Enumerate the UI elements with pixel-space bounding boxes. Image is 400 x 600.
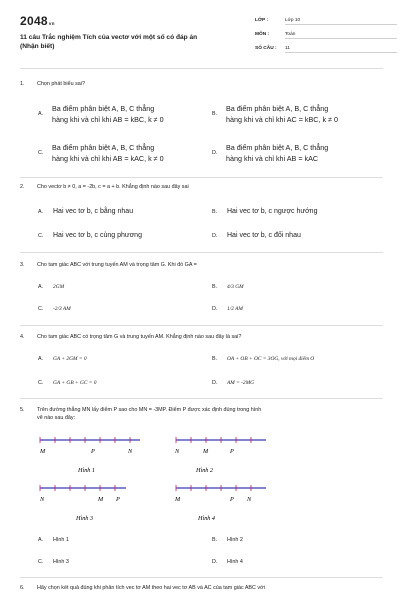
q2-option-d[interactable] <box>212 232 301 239</box>
point-label: P <box>116 496 120 503</box>
q3-option-c[interactable] <box>38 306 71 312</box>
option-line-2: hàng khi và chỉ khi AB = kAC, k ≠ 0 <box>52 154 164 163</box>
title-line-2: (Nhận biết) <box>20 43 55 50</box>
q3-option-d[interactable] <box>212 306 243 312</box>
question-text: Cho vectơ b ≠ 0, a = -2b, c = a + b. Khẳng định nào sau đây sai <box>37 184 189 190</box>
option-letter: D. <box>212 306 218 312</box>
option-text: AM = -2MG <box>227 380 254 386</box>
point-label: M <box>40 448 46 455</box>
point-label: M <box>175 496 181 503</box>
point-label: N <box>128 448 133 455</box>
question-4 <box>20 334 241 340</box>
option-letter: D. <box>212 559 218 565</box>
option-letter: B. <box>212 537 218 543</box>
q1-option-a[interactable] <box>38 103 208 127</box>
option-letter: D. <box>212 380 218 386</box>
option-letter: A. <box>38 111 44 117</box>
meta-count <box>255 46 290 51</box>
question-2 <box>20 184 189 190</box>
q4-option-a[interactable] <box>38 356 87 362</box>
q3-option-b[interactable] <box>212 284 244 290</box>
meta-subject <box>255 32 296 37</box>
figure-caption: Hình 3 <box>76 515 94 522</box>
point-label: N <box>247 496 252 503</box>
q2-option-c[interactable] <box>38 232 142 239</box>
title-line-1: 11 câu Trắc nghiệm Tích của vectơ với một số có đáp án <box>20 34 198 41</box>
option-letter: B. <box>212 284 218 290</box>
logo-text: 2048 <box>20 14 48 28</box>
option-letter: C. <box>38 233 44 239</box>
page-title <box>20 33 225 51</box>
option-text: 1/2 AM <box>227 306 243 312</box>
option-letter: D. <box>212 150 218 156</box>
option-letter: C. <box>38 150 44 156</box>
separator <box>20 68 383 69</box>
option-text: 4/3 GM <box>227 284 244 290</box>
option-letter: D. <box>212 233 218 239</box>
option-line-1: Ba điểm phân biệt A, B, C thẳng <box>52 143 155 152</box>
point-label: N <box>175 448 180 455</box>
option-text: -2/3 AM <box>53 306 71 312</box>
separator <box>20 252 383 253</box>
figure-hinh-2 <box>172 436 268 476</box>
q1-option-b[interactable] <box>212 103 382 127</box>
option-line-1: Ba điểm phân biệt A, B, C thẳng <box>226 104 329 113</box>
meta-class <box>255 18 301 23</box>
question-number: 1. <box>20 81 25 87</box>
question-number: 2. <box>20 184 25 190</box>
option-text: GA + 2GM = 0 <box>53 356 87 362</box>
option-text: Hai vec tơ b, c đối nhau <box>227 232 301 239</box>
option-line-2: hàng khi và chỉ khi AC = kBC, k ≠ 0 <box>226 115 339 124</box>
figure-hinh-4 <box>172 484 268 524</box>
meta-class-label: LỚP : <box>255 18 269 23</box>
meta-count-value: 11 <box>285 46 397 53</box>
q4-option-d[interactable] <box>212 380 254 386</box>
option-text <box>226 103 338 125</box>
figure-caption: Hình 4 <box>198 515 216 522</box>
point-label: P <box>91 448 95 455</box>
option-letter: A. <box>38 356 44 362</box>
meta-count-label: SỐ CÂU : <box>255 46 277 51</box>
option-text: Hình 2 <box>227 537 243 543</box>
option-text: Hai vec tơ b, c cùng phương <box>53 232 142 239</box>
point-label: P <box>230 496 234 503</box>
point-label: M <box>98 496 104 503</box>
q1-option-d[interactable] <box>212 142 382 166</box>
question-text: Hãy chọn kết quả đúng khi phân tích vec tơ AM theo hai vec tơ AB và AC của tam giác ABC với <box>37 585 265 591</box>
option-text: OA + OB + OC = 3OG, với mọi điểm O <box>227 356 315 362</box>
question-1 <box>20 81 85 87</box>
question-number: 6. <box>20 585 25 591</box>
option-letter: A. <box>38 284 44 290</box>
option-text: Hình 1 <box>53 537 69 543</box>
option-letter: B. <box>212 209 218 215</box>
question-text: Cho tam giác ABC với trung tuyến AM và trọng tâm G. Khi đó GA = <box>37 262 197 268</box>
option-letter: B. <box>212 111 218 117</box>
option-line-1: Ba điểm phân biệt A, B, C thẳng <box>52 104 155 113</box>
option-text: Hình 4 <box>227 559 243 565</box>
option-text: 2GM <box>53 284 65 290</box>
question-6 <box>20 585 392 591</box>
figure-caption: Hình 2 <box>196 467 214 474</box>
option-text <box>52 142 164 164</box>
q1-option-c[interactable] <box>38 142 208 166</box>
separator <box>20 577 383 578</box>
meta-subject-value: Toán <box>285 32 397 39</box>
option-text: GA + GB + GC = 0 <box>53 380 97 386</box>
figure-hinh-3 <box>38 484 130 524</box>
option-text: Hình 3 <box>53 559 69 565</box>
option-letter: C. <box>38 380 44 386</box>
q4-option-b[interactable] <box>212 356 314 362</box>
option-text: Hai vec tơ b, c bằng nhau <box>53 208 134 215</box>
question-text: Trên đường thẳng MN lấy điểm P sao cho MN = -3MP. Điểm P được xác định đúng trong hình <box>37 407 262 413</box>
question-text: Chọn phát biểu sai? <box>37 81 85 87</box>
q5-option-c[interactable] <box>38 559 69 565</box>
q3-option-a[interactable] <box>38 284 64 290</box>
point-label: P <box>230 448 234 455</box>
meta-class-value: Lớp 10 <box>285 18 397 25</box>
logo-suffix: vn <box>48 21 55 26</box>
q2-option-a[interactable] <box>38 208 133 215</box>
option-letter: C. <box>38 306 44 312</box>
option-letter: A. <box>38 209 44 215</box>
figure-caption: Hình 1 <box>78 467 96 474</box>
option-line-2: hàng khi và chỉ khi AB = kAC <box>226 154 319 163</box>
q4-option-c[interactable] <box>38 380 96 386</box>
q5-option-b[interactable] <box>212 537 243 543</box>
option-letter: B. <box>212 356 218 362</box>
question-text-cont: vẽ nào sau đây: <box>37 415 76 421</box>
option-line-1: Ba điểm phân biệt A, B, C thẳng <box>226 143 329 152</box>
figure-hinh-1 <box>36 436 146 476</box>
q2-option-b[interactable] <box>212 208 317 215</box>
option-line-2: hàng khi và chỉ khi AB = kBC, k ≠ 0 <box>52 115 164 124</box>
separator <box>20 177 383 178</box>
separator <box>20 325 383 326</box>
question-5 <box>20 407 380 421</box>
q5-option-d[interactable] <box>212 559 243 565</box>
separator <box>20 398 383 399</box>
question-number: 4. <box>20 334 25 340</box>
question-number: 5. <box>20 407 25 413</box>
option-text: Hai vec tơ b, c ngược hướng <box>227 208 318 215</box>
point-label: N <box>40 496 45 503</box>
option-text <box>52 103 164 125</box>
option-text <box>226 142 328 164</box>
option-letter: A. <box>38 537 44 543</box>
question-text: Cho tam giác ABC có trọng tâm G và trung tuyến AM. Khẳng định nào sau đây là sai? <box>37 334 242 340</box>
site-logo[interactable] <box>20 14 55 28</box>
question-number: 3. <box>20 262 25 268</box>
q5-option-a[interactable] <box>38 537 69 543</box>
option-letter: C. <box>38 559 44 565</box>
meta-subject-label: MÔN : <box>255 32 270 37</box>
point-label: M <box>203 448 209 455</box>
question-3 <box>20 262 197 268</box>
